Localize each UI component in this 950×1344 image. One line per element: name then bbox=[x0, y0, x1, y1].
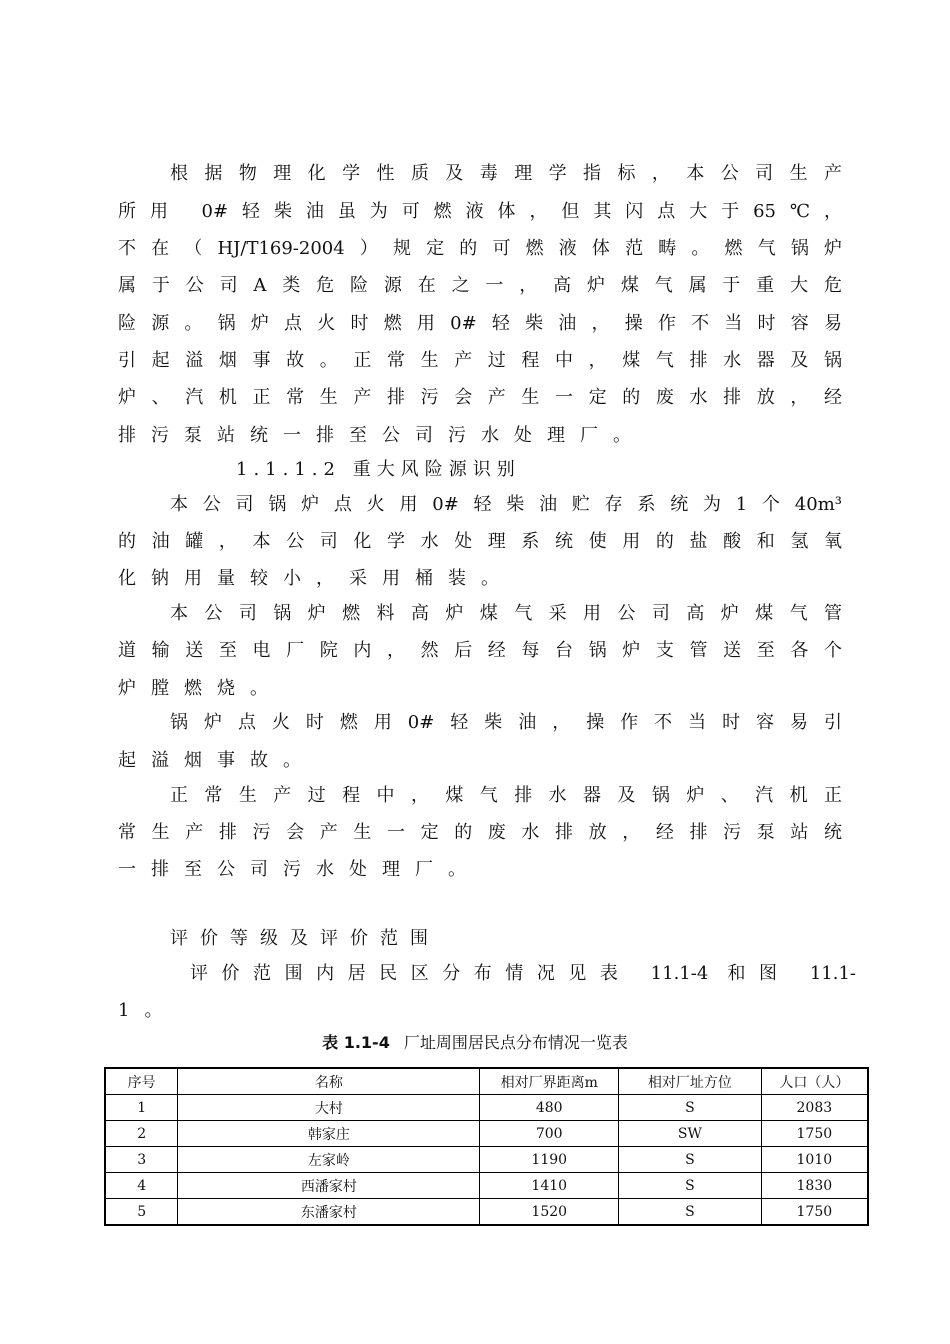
header-cell: 相对厂界距离m bbox=[480, 1068, 619, 1095]
text-line: 正常生产过程中，煤气排水器及锅炉、汽机正 bbox=[170, 785, 842, 806]
table-cell: 1750 bbox=[761, 1199, 868, 1226]
table-row bbox=[105, 1173, 868, 1199]
table-cell: 2083 bbox=[761, 1095, 868, 1121]
text-line: 炉膛燃烧。 bbox=[118, 678, 283, 699]
table-cell: 1750 bbox=[761, 1121, 868, 1147]
text-line: 评价范围内居民区分布情况见表 11.1-4 和图 11.1- bbox=[190, 963, 856, 984]
text-line: 所用 0#轻柴油虽为可燃液体，但其闪点大于65℃， bbox=[118, 201, 842, 222]
text-line: 起溢烟事故。 bbox=[118, 750, 316, 771]
table-cell: 2 bbox=[105, 1121, 178, 1147]
text-line: 的油罐，本公司化学水处理系统使用的盐酸和氢氧 bbox=[118, 531, 842, 552]
text-line: 险源。锅炉点火时燃用0#轻柴油，操作不当时容易 bbox=[118, 313, 842, 334]
table-cell: 1410 bbox=[480, 1173, 619, 1199]
text-line: 常生产排污会产生一定的废水排放，经排污泵站统 bbox=[118, 822, 842, 843]
text-line: 排污泵站统一排至公司污水处理厂。 bbox=[118, 425, 646, 446]
table-cell: 西潘家村 bbox=[178, 1173, 480, 1199]
table-cell: S bbox=[619, 1199, 762, 1226]
text-line: 炉、汽机正常生产排污会产生一定的废水排放，经 bbox=[118, 387, 842, 408]
table-row bbox=[105, 1121, 868, 1147]
table-cell: 700 bbox=[480, 1121, 619, 1147]
table-cell: 左家岭 bbox=[178, 1147, 480, 1173]
table-cell: 大村 bbox=[178, 1095, 480, 1121]
table-header-row bbox=[105, 1068, 868, 1095]
table-cell: S bbox=[619, 1147, 762, 1173]
text-line: 不在（HJ/T169-2004）规定的可燃液体范畴。燃气锅炉 bbox=[118, 238, 842, 259]
table-cell: 1520 bbox=[480, 1199, 619, 1226]
header-cell: 名称 bbox=[178, 1068, 480, 1095]
table-cell: S bbox=[619, 1095, 762, 1121]
text-line: 本公司锅炉点火用0#轻柴油贮存系统为1个40m³ bbox=[170, 494, 842, 515]
subheading: 评价等级及评价范围 bbox=[170, 928, 440, 949]
residents-table bbox=[104, 1067, 869, 1226]
table-cell: 3 bbox=[105, 1147, 178, 1173]
table-row bbox=[105, 1147, 868, 1173]
header-cell: 人口（人） bbox=[761, 1068, 868, 1095]
table-cell: 韩家庄 bbox=[178, 1121, 480, 1147]
table-cell: 1190 bbox=[480, 1147, 619, 1173]
section-heading: 1.1.1.2 重大风险源识别 bbox=[236, 459, 521, 480]
table-cell: 1 bbox=[105, 1095, 178, 1121]
text-line: 化钠用量较小，采用桶装。 bbox=[118, 568, 514, 589]
text-line: 根据物理化学性质及毒理学指标，本公司生产 bbox=[170, 163, 842, 184]
text-line: 引起溢烟事故。正常生产过程中，煤气排水器及锅 bbox=[118, 350, 842, 371]
table-cell: 4 bbox=[105, 1173, 178, 1199]
table-title: 厂址周围居民点分布情况一览表 bbox=[403, 1033, 628, 1052]
header-cell: 序号 bbox=[105, 1068, 178, 1095]
table-caption bbox=[0, 1032, 950, 1054]
text-line: 道输送至电厂院内，然后经每台锅炉支管送至各个 bbox=[118, 640, 842, 661]
table-cell: 1010 bbox=[761, 1147, 868, 1173]
header-cell: 相对厂址方位 bbox=[619, 1068, 762, 1095]
table-cell: SW bbox=[619, 1121, 762, 1147]
text-line: 本公司锅炉燃料高炉煤气采用公司高炉煤气管 bbox=[170, 603, 842, 624]
table-row bbox=[105, 1199, 868, 1226]
text-line: 1。 bbox=[118, 1000, 178, 1021]
text-line: 锅炉点火时燃用0#轻柴油，操作不当时容易引 bbox=[170, 712, 842, 733]
text-line: 一排至公司污水处理厂。 bbox=[118, 859, 481, 880]
table-cell: 5 bbox=[105, 1199, 178, 1226]
text-line: 属于公司A类危险源在之一，高炉煤气属于重大危 bbox=[118, 275, 842, 296]
table-number: 表 1.1-4 bbox=[322, 1033, 390, 1052]
table-row bbox=[105, 1095, 868, 1121]
table-cell: 1830 bbox=[761, 1173, 868, 1199]
table-cell: 480 bbox=[480, 1095, 619, 1121]
table-cell: S bbox=[619, 1173, 762, 1199]
table-cell: 东潘家村 bbox=[178, 1199, 480, 1226]
